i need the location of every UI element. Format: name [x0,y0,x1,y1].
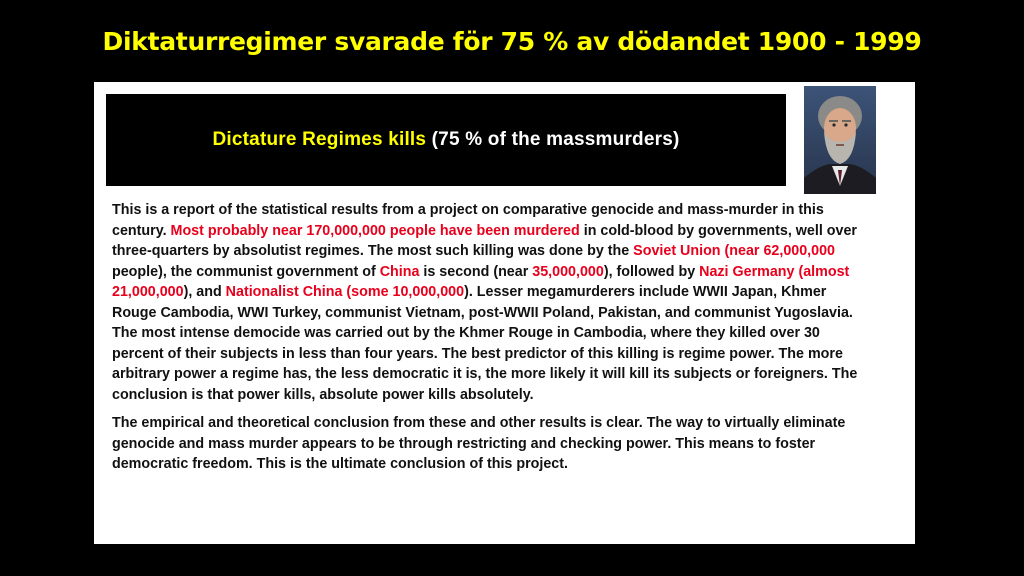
text-segment: This is a report of the statistical results from a project on comparative genocide and mass-murder in this century. [112,202,824,239]
paragraph-1 [112,200,872,405]
text-segment: in cold-blood by governments, well over three-quarters by absolutist regimes. The most such killing was done by the [112,222,857,259]
text-segment: ), and [183,284,226,300]
article-text [112,200,872,475]
highlighted-figure: China [379,263,420,280]
banner-highlight: Dictature Regimes kills [212,129,427,150]
text-segment: people), the communist government of [112,263,380,280]
slide-title: Diktaturregimer svarade för 75 % av dödandet 1900 - 1999 [102,27,922,56]
bearded-man-portrait-icon [804,86,876,194]
banner-rest: (75 % of the massmurders) [426,129,680,150]
text-segment: ), followed by [603,263,700,280]
highlighted-figure: 35,000,000 [532,263,604,280]
paragraph-2: The empirical and theoretical conclusion from these and other results is clear. The way to virtually eliminate genocide and mass murder appears to be through restricting and checking power. This means to foster democratic freedom. This is the ultimate conclusion of this project. [112,415,846,472]
banner-text [212,129,679,151]
text-segment: is second (near [419,263,533,280]
text-segment: ). Lesser megamurderers include WWII Japan, Khmer Rouge Cambodia, WWI Turkey, communist Vietnam, post-WWII Poland, Pakistan, and communist Yugoslavia. The most intense democide was carried out by the Khmer Rouge in Cambodia, where they killed over 30 percent of their subjects in less than four years. The best predictor of this killing is regime power. The more arbitrary power a regime has, the less democratic it is, the more likely it will kill its subjects or foreigners. The conclusion is that power kills, absolute power kills absolutely. [112,284,858,403]
highlighted-figure: Soviet Union (near 62,000,000 [633,243,836,259]
banner [106,94,786,186]
highlighted-figure: Nazi Germany (almost 21,000,000 [112,263,850,300]
highlighted-figure: Most probably near 170,000,000 people have been murdered [170,222,580,239]
highlighted-figure: Nationalist China (some 10,000,000 [225,284,465,300]
document-image [94,82,915,544]
